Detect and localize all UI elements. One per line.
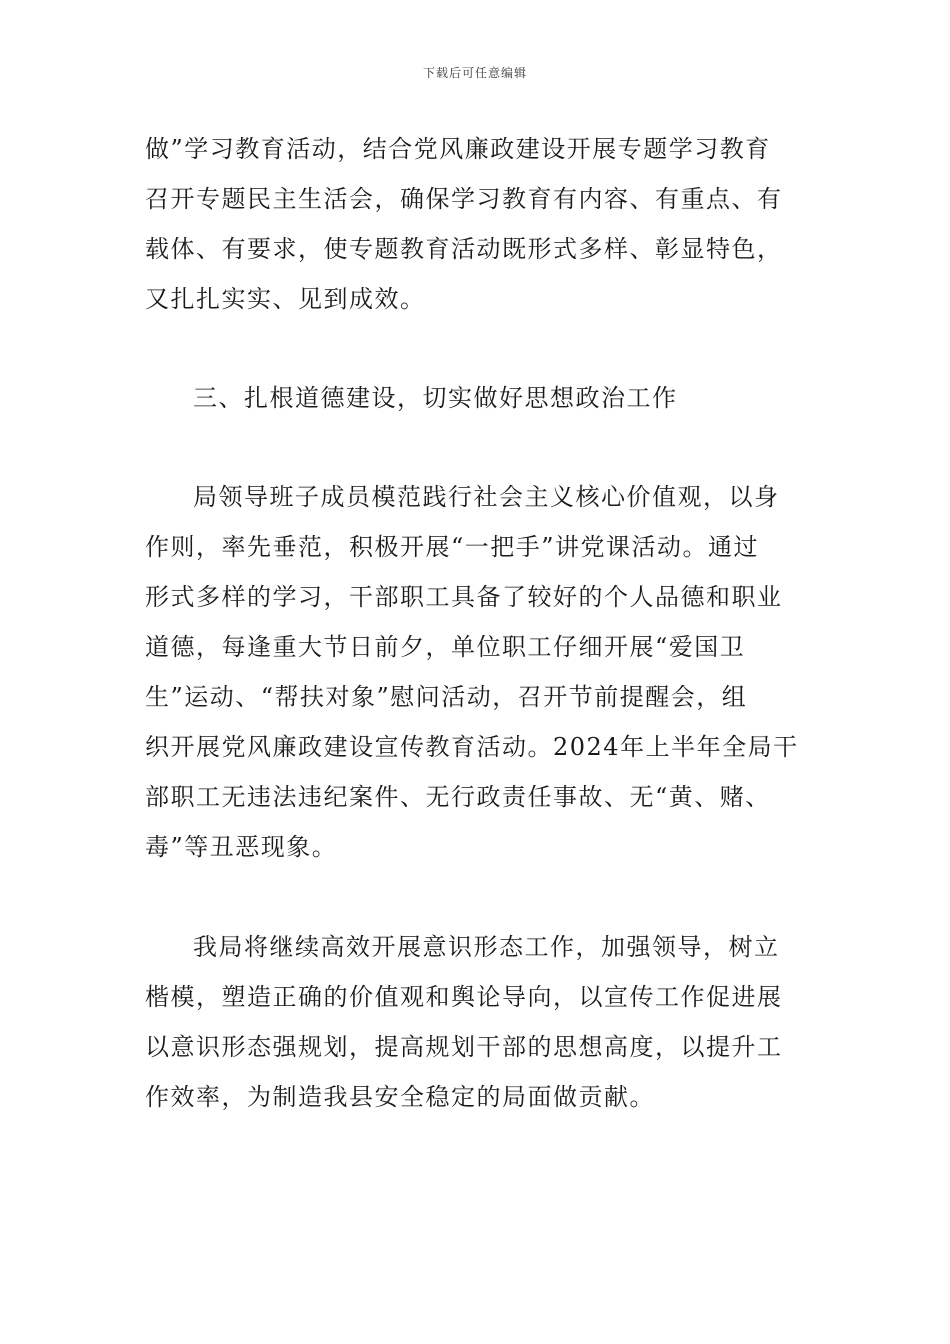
paragraph-1-line-1: 做”学习教育活动，结合党风廉政建设开展专题学习教育 [145,135,771,163]
paragraph-4-line-1: 我局将继续高效开展意识形态工作，加强领导，树立 [193,933,780,961]
paragraph-3-line-7: 部职工无违法违纪案件、无行政责任事故、无“黄、赌、 [145,783,771,811]
page-header: 下载后可任意编辑 [422,66,527,80]
paragraph-4-line-3: 以意识形态强规划，提高规划干部的思想高度，以提升工 [145,1033,783,1061]
paragraph-3-line-4: 道德，每逢重大节日前夕，单位职工仔细开展“爱国卫 [145,633,746,661]
paragraph-3-line-1: 局领导班子成员模范践行社会主义核心价值观，以身 [193,483,780,511]
paragraph-3-line-2: 作则，率先垂范，积极开展“一把手”讲党课活动。通过 [145,533,760,561]
paragraph-4-line-4: 作效率，为制造我县安全稳定的局面做贡献。 [145,1083,655,1111]
paragraph-4-line-2: 楷模，塑造正确的价值观和舆论导向，以宣传工作促进展 [145,983,783,1011]
paragraph-3-line-8: 毒”等丑恶现象。 [145,833,338,861]
section-heading: 三、扎根道德建设，切实做好思想政治工作 [193,384,678,412]
paragraph-3-line-5: 生”运动、“帮扶对象”慰问活动，召开节前提醒会，组 [145,683,748,711]
paragraph-1-line-4: 又扎扎实实、见到成效。 [145,285,426,313]
paragraph-3-line-6: 织开展党风廉政建设宣传教育活动。2024年上半年全局干 [145,733,799,761]
paragraph-1-line-3: 载体、有要求，使专题教育活动既形式多样、彰显特色， [145,235,783,263]
paragraph-1-line-2: 召开专题民主生活会，确保学习教育有内容、有重点、有 [145,185,783,213]
paragraph-3-line-3: 形式多样的学习，干部职工具备了较好的个人品德和职业 [145,583,783,611]
